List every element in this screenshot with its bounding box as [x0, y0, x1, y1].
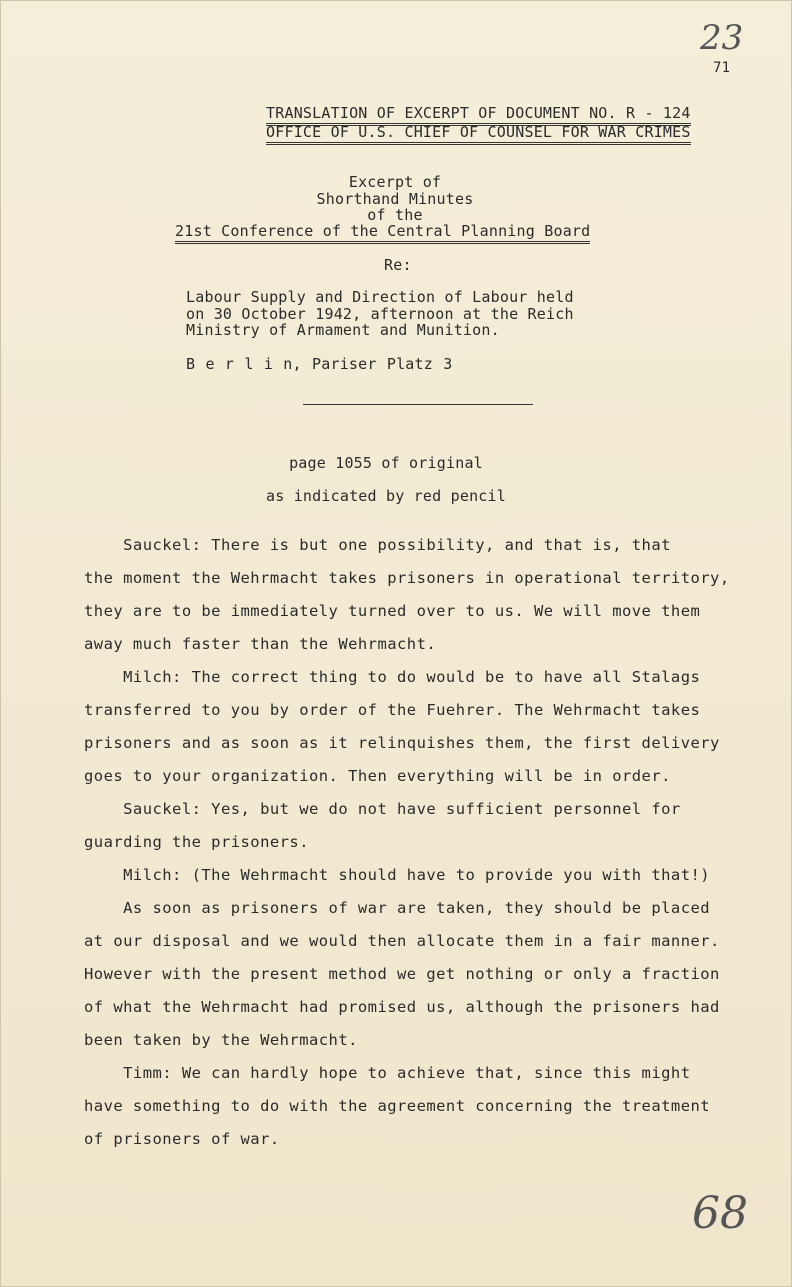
subject-line-3: Ministry of Armament and Munition.	[186, 321, 500, 339]
handwritten-folio-bottom: 68	[692, 1188, 748, 1239]
re-label: Re:	[384, 256, 412, 274]
handwritten-folio-top: 23	[700, 18, 744, 58]
subject-line-1: Labour Supply and Direction of Labour held	[186, 288, 574, 306]
body-line: been taken by the Wehrmacht.	[84, 1031, 358, 1049]
typed-page-number: 71	[713, 60, 731, 76]
body-line: goes to your organization. Then everything will be in order.	[84, 767, 671, 785]
body-line: they are to be immediately turned over to us. We will move them	[84, 602, 701, 620]
body-line: of what the Wehrmacht had promised us, although the prisoners had	[84, 998, 720, 1016]
body-line: guarding the prisoners.	[84, 833, 309, 851]
page-note-line-2: as indicated by red pencil	[266, 487, 506, 505]
body-line: away much faster than the Wehrmacht.	[84, 635, 437, 653]
body-line: However with the present method we get nothing or only a fraction	[84, 965, 720, 983]
title-line-3: of the	[367, 206, 423, 224]
subject-place: B e r l i n, Pariser Platz 3	[186, 355, 453, 373]
header-line-2	[266, 123, 691, 141]
title-line-2: Shorthand Minutes	[316, 190, 474, 208]
subject-line-2: on 30 October 1942, afternoon at the Reich	[186, 305, 574, 323]
header-line-1-text: TRANSLATION OF EXCERPT OF DOCUMENT NO. R - 124	[266, 104, 691, 126]
body-line: transferred to you by order of the Fuehrer. The Wehrmacht takes	[84, 701, 701, 719]
title-line-4	[175, 222, 590, 240]
body-line: have something to do with the agreement concerning the treatment	[84, 1097, 711, 1115]
body-line: Sauckel: There is but one possibility, and that is, that	[84, 536, 671, 554]
body-line: Milch: The correct thing to do would be to have all Stalags	[84, 668, 701, 686]
separator-rule	[303, 404, 533, 405]
body-line: the moment the Wehrmacht takes prisoners in operational territory,	[84, 569, 730, 587]
body-line: prisoners and as soon as it relinquishes them, the first delivery	[84, 734, 720, 752]
page-note-line-1: page 1055 of original	[289, 454, 483, 472]
body-line: Sauckel: Yes, but we do not have sufficient personnel for	[84, 800, 681, 818]
title-line-1: Excerpt of	[348, 173, 442, 191]
body-line: As soon as prisoners of war are taken, they should be placed	[84, 899, 711, 917]
header-line-1	[266, 104, 691, 122]
body-line: of prisoners of war.	[84, 1130, 280, 1148]
title-line-4-text: 21st Conference of the Central Planning Board	[175, 222, 590, 244]
body-line: at our disposal and we would then allocate them in a fair manner.	[84, 932, 720, 950]
header-line-2-text: OFFICE OF U.S. CHIEF OF COUNSEL FOR WAR CRIMES	[266, 123, 691, 145]
body-text	[84, 536, 764, 1156]
body-line: Milch: (The Wehrmacht should have to provide you with that!)	[84, 866, 711, 884]
body-line: Timm: We can hardly hope to achieve that, since this might	[84, 1064, 691, 1082]
